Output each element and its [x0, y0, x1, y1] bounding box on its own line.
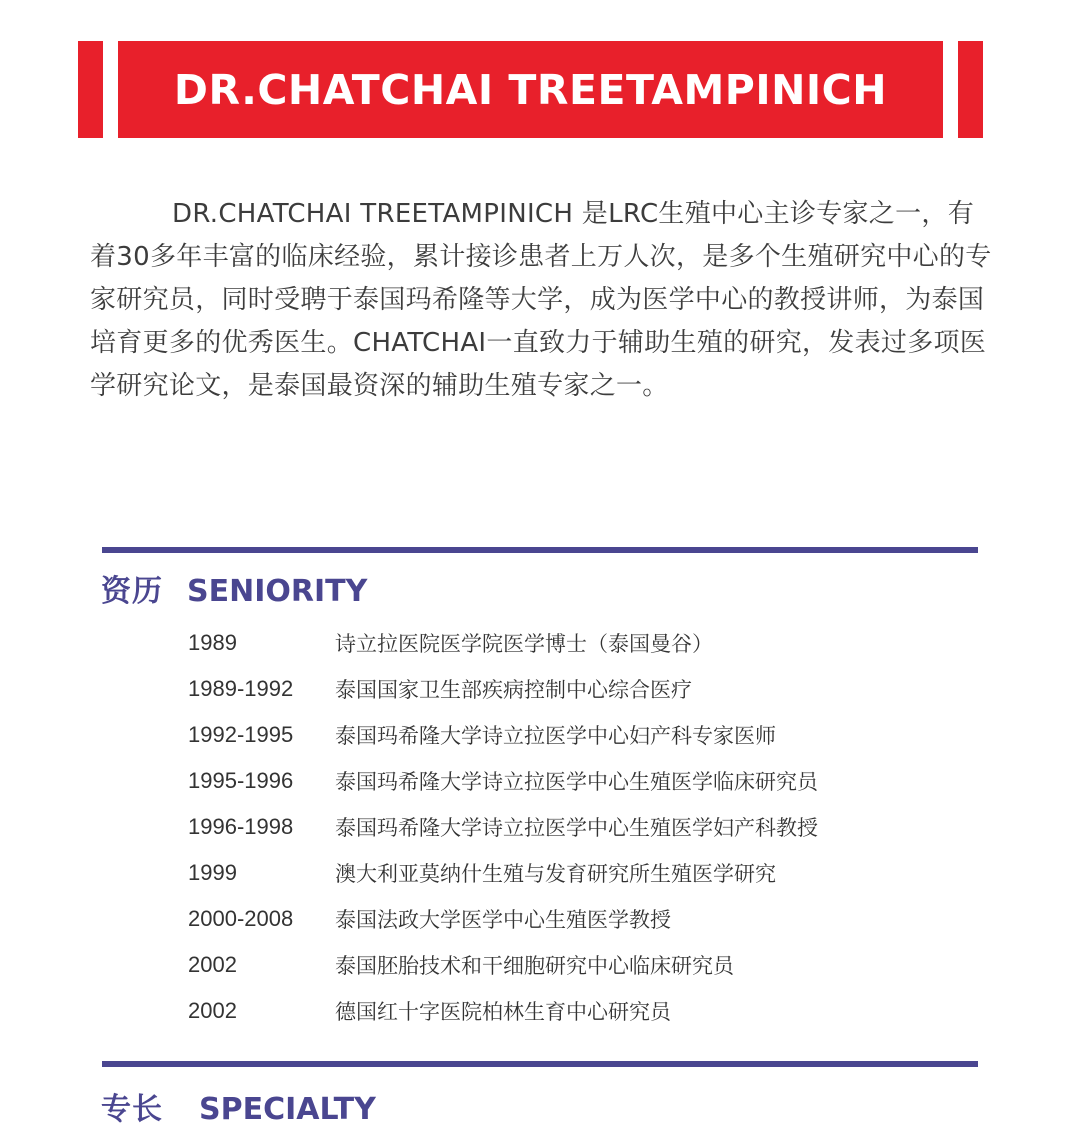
- seniority-year: 1989: [188, 630, 237, 655]
- seniority-item: [188, 896, 818, 942]
- specialty-title-zh: 专长: [101, 1092, 163, 1127]
- seniority-divider: [102, 547, 978, 553]
- seniority-desc: 德国红十字医院柏林生育中心研究员: [335, 1000, 671, 1024]
- specialty-divider: [102, 1061, 978, 1067]
- seniority-list: [188, 620, 818, 1034]
- seniority-title-en: SENIORITY: [187, 574, 368, 609]
- seniority-desc: 泰国玛希隆大学诗立拉医学中心生殖医学妇产科教授: [335, 816, 818, 840]
- seniority-desc: 泰国玛希隆大学诗立拉医学中心生殖医学临床研究员: [335, 770, 818, 794]
- seniority-item: [188, 666, 818, 712]
- seniority-item: [188, 758, 818, 804]
- seniority-year: 1989-1992: [188, 676, 294, 701]
- seniority-item: [188, 804, 818, 850]
- seniority-desc: 泰国胚胎技术和干细胞研究中心临床研究员: [335, 954, 734, 978]
- seniority-year: 1995-1996: [188, 768, 294, 793]
- seniority-year: 2000-2008: [188, 906, 294, 931]
- seniority-year: 2002: [188, 998, 237, 1023]
- seniority-item: [188, 942, 818, 988]
- seniority-item: [188, 712, 818, 758]
- specialty-title-en: SPECIALTY: [199, 1092, 376, 1127]
- title-banner: [118, 41, 943, 138]
- banner-right-accent: [958, 41, 983, 138]
- seniority-desc: 泰国国家卫生部疾病控制中心综合医疗: [335, 678, 692, 702]
- seniority-item: [188, 988, 818, 1034]
- seniority-desc: 泰国玛希隆大学诗立拉医学中心妇产科专家医师: [335, 724, 776, 748]
- seniority-year: 1999: [188, 860, 237, 885]
- seniority-desc: 诗立拉医院医学院医学博士（泰国曼谷）: [335, 632, 713, 656]
- seniority-item: [188, 620, 818, 666]
- seniority-title-zh: 资历: [101, 574, 163, 609]
- banner-left-accent: [78, 41, 103, 138]
- seniority-year: 1996-1998: [188, 814, 294, 839]
- seniority-item: [188, 850, 818, 896]
- doctor-name-title: DR.CHATCHAI TREETAMPINICH: [173, 65, 888, 114]
- seniority-desc: 澳大利亚莫纳什生殖与发育研究所生殖医学研究: [335, 862, 776, 886]
- seniority-year: 2002: [188, 952, 237, 977]
- seniority-desc: 泰国法政大学医学中心生殖医学教授: [335, 908, 671, 932]
- seniority-heading: [101, 566, 367, 610]
- seniority-year: 1992-1995: [188, 722, 294, 747]
- intro-paragraph: DR.CHATCHAI TREETAMPINICH 是LRC生殖中心主诊专家之一，有着30多年丰富的临床经验，累计接诊患者上万人次，是多个生殖研究中心的专家研究员，同时受聘于泰国玛希隆等大学，成为医学中心的教授讲师，为泰国培育更多的优秀医生。CHATCHAI一直致力于辅助生殖的研究，发表过多项医学研究论文，是泰国最资深的辅助生殖专家之一。: [90, 199, 992, 401]
- specialty-heading: [101, 1084, 376, 1128]
